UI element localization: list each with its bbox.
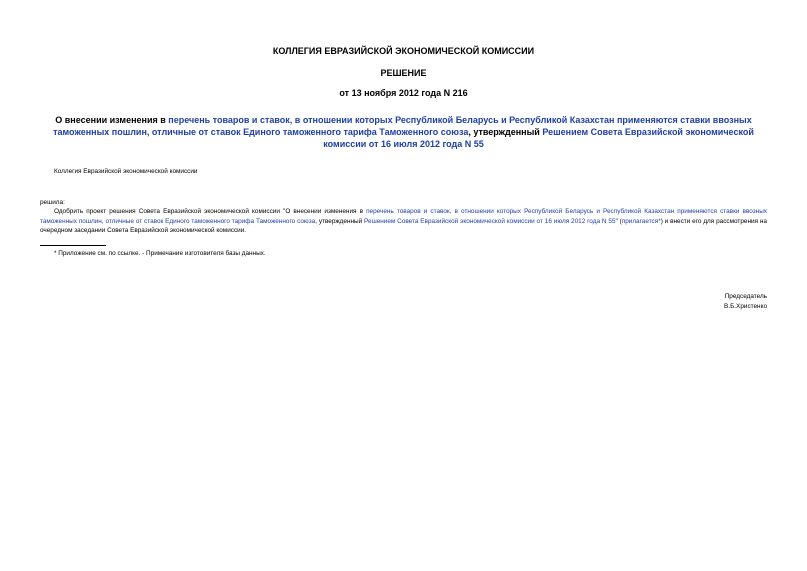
document-date-number: от 13 ноября 2012 года N 216 [339,88,468,98]
paragraph-text-part1: Одобрить проект решения Совета Евразийской экономической комиссии "О внесении изменения в [54,208,367,215]
document-title [40,114,767,150]
footnote: * Приложение см. по ссылке. - Примечание изготовителя базы данных. [54,250,266,257]
decision-paragraph [40,207,767,236]
document-type-heading: РЕШЕНИЕ [380,68,427,78]
issuer-heading: КОЛЛЕГИЯ ЕВРАЗИЙСКОЙ ЭКОНОМИЧЕСКОЙ КОМИССИИ [272,46,535,56]
signature-block [700,292,767,311]
decided-label: решила: [40,199,65,206]
title-text-part2: , утвержденный [468,127,543,137]
paragraph-text-part4: ) и внести его для рассмотрения на очередном заседании Совета Евразийской экономической комиссии. [40,217,767,235]
paragraph-link-attachment[interactable]: прилагается* [621,217,661,225]
title-link-decision[interactable]: Решением Совета Евразийской экономической комиссии от 16 июля 2012 года N 55 [323,127,754,149]
signer-position: Председатель [724,293,767,300]
title-text-part1: О внесении изменения в [55,115,169,125]
paragraph-text-part3: " ( [615,217,622,225]
paragraph-text-part2: , утвержденный [315,217,365,225]
signer-name: В.Б.Христенко [724,302,767,310]
paragraph-link-decision[interactable]: Решением Совета Евразийской экономической комиссии от 16 июля 2012 года N 55 [364,217,616,225]
paragraph-link-list[interactable]: перечень товаров и ставок, в отношении которых Республикой Беларусь и Республикой Казахстан применяются ставки ввозных таможенных пошлин, отличные от ставок Единого таможенного тарифа Таможенного союза [40,208,767,225]
title-link-list[interactable]: перечень товаров и ставок, в отношении которых Республикой Беларусь и Республикой Казахстан применяются ставки ввозных таможенных пошлин, отличные от ставок Единого таможенного тарифа Таможенного союза [53,115,752,137]
footnote-divider [40,245,106,246]
intro-text: Коллегия Евразийской экономической комиссии [54,168,198,175]
